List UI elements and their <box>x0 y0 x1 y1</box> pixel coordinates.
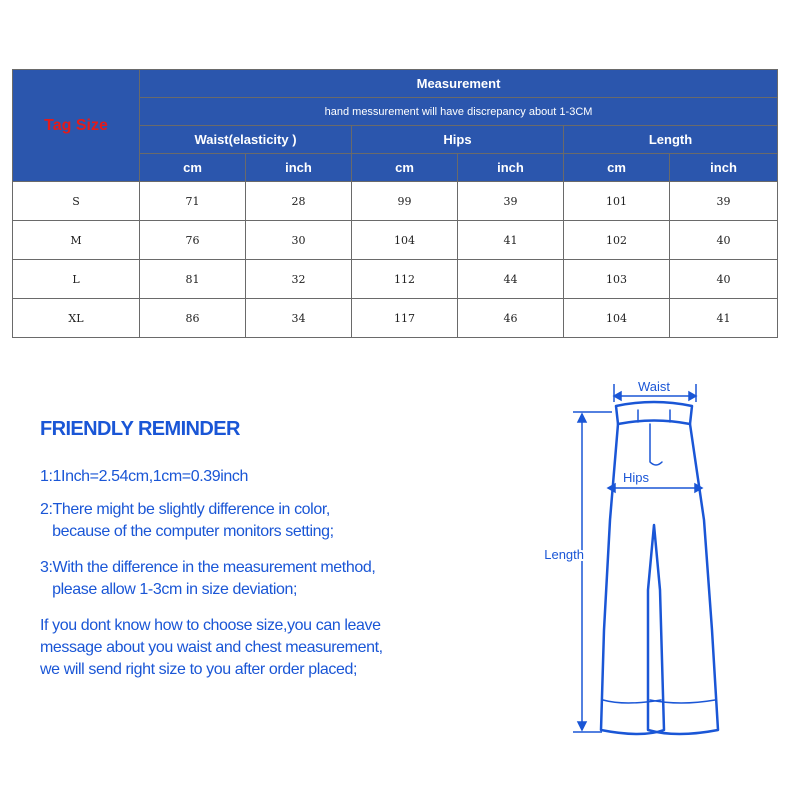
size-chart-table <box>12 69 778 338</box>
value-cell: 104 <box>564 299 670 338</box>
length-group-header: Length <box>564 126 778 154</box>
unit-header: cm <box>352 154 458 182</box>
reminder-title: FRIENDLY REMINDER <box>40 418 240 440</box>
discrepancy-note: hand messurement will have discrepancy about 1-3CM <box>140 98 778 126</box>
value-cell: 40 <box>670 260 778 299</box>
hips-label: Hips <box>622 470 650 485</box>
value-cell: 41 <box>670 299 778 338</box>
reminder-line-4a: If you dont know how to choose size,you can leave <box>40 617 381 634</box>
value-cell: 102 <box>564 221 670 260</box>
value-cell: 41 <box>458 221 564 260</box>
reminder-line-2a: 2:There might be slightly difference in color, <box>40 501 330 518</box>
reminder-line-3b: please allow 1-3cm in size deviation; <box>40 581 298 598</box>
reminder-line-3a: 3:With the difference in the measurement method, <box>40 559 376 576</box>
value-cell: 40 <box>670 221 778 260</box>
value-cell: 117 <box>352 299 458 338</box>
waistband-outline <box>616 402 692 424</box>
size-cell: S <box>13 182 140 221</box>
value-cell: 86 <box>140 299 246 338</box>
table-row <box>13 299 778 338</box>
pants-outline <box>601 424 718 734</box>
value-cell: 28 <box>246 182 352 221</box>
value-cell: 71 <box>140 182 246 221</box>
value-cell: 46 <box>458 299 564 338</box>
value-cell: 81 <box>140 260 246 299</box>
unit-header: inch <box>458 154 564 182</box>
hips-group-header: Hips <box>352 126 564 154</box>
unit-header: cm <box>564 154 670 182</box>
value-cell: 112 <box>352 260 458 299</box>
value-cell: 32 <box>246 260 352 299</box>
table-row <box>13 221 778 260</box>
value-cell: 76 <box>140 221 246 260</box>
value-cell: 39 <box>670 182 778 221</box>
pants-measurement-diagram <box>520 370 770 800</box>
value-cell: 99 <box>352 182 458 221</box>
reminder-line-2b: because of the computer monitors setting; <box>40 523 334 540</box>
size-cell: M <box>13 221 140 260</box>
waist-group-header: Waist(elasticity ) <box>140 126 352 154</box>
unit-header: cm <box>140 154 246 182</box>
reminder-line-4c: we will send right size to you after order placed; <box>40 661 358 678</box>
table-row <box>13 260 778 299</box>
tag-size-header: Tag Size <box>13 70 140 182</box>
value-cell: 30 <box>246 221 352 260</box>
zipper-outline <box>650 424 662 465</box>
value-cell: 44 <box>458 260 564 299</box>
unit-header: inch <box>246 154 352 182</box>
size-cell: L <box>13 260 140 299</box>
size-cell: XL <box>13 299 140 338</box>
reminder-line-4b: message about you waist and chest measurement, <box>40 639 383 656</box>
reminder-line-1: 1:1Inch=2.54cm,1cm=0.39inch <box>40 468 249 485</box>
value-cell: 103 <box>564 260 670 299</box>
length-label: Length <box>544 547 584 562</box>
value-cell: 104 <box>352 221 458 260</box>
value-cell: 39 <box>458 182 564 221</box>
measurement-header: Measurement <box>140 70 778 98</box>
unit-header: inch <box>670 154 778 182</box>
value-cell: 101 <box>564 182 670 221</box>
value-cell: 34 <box>246 299 352 338</box>
table-row <box>13 182 778 221</box>
waist-label: Waist <box>637 379 671 394</box>
